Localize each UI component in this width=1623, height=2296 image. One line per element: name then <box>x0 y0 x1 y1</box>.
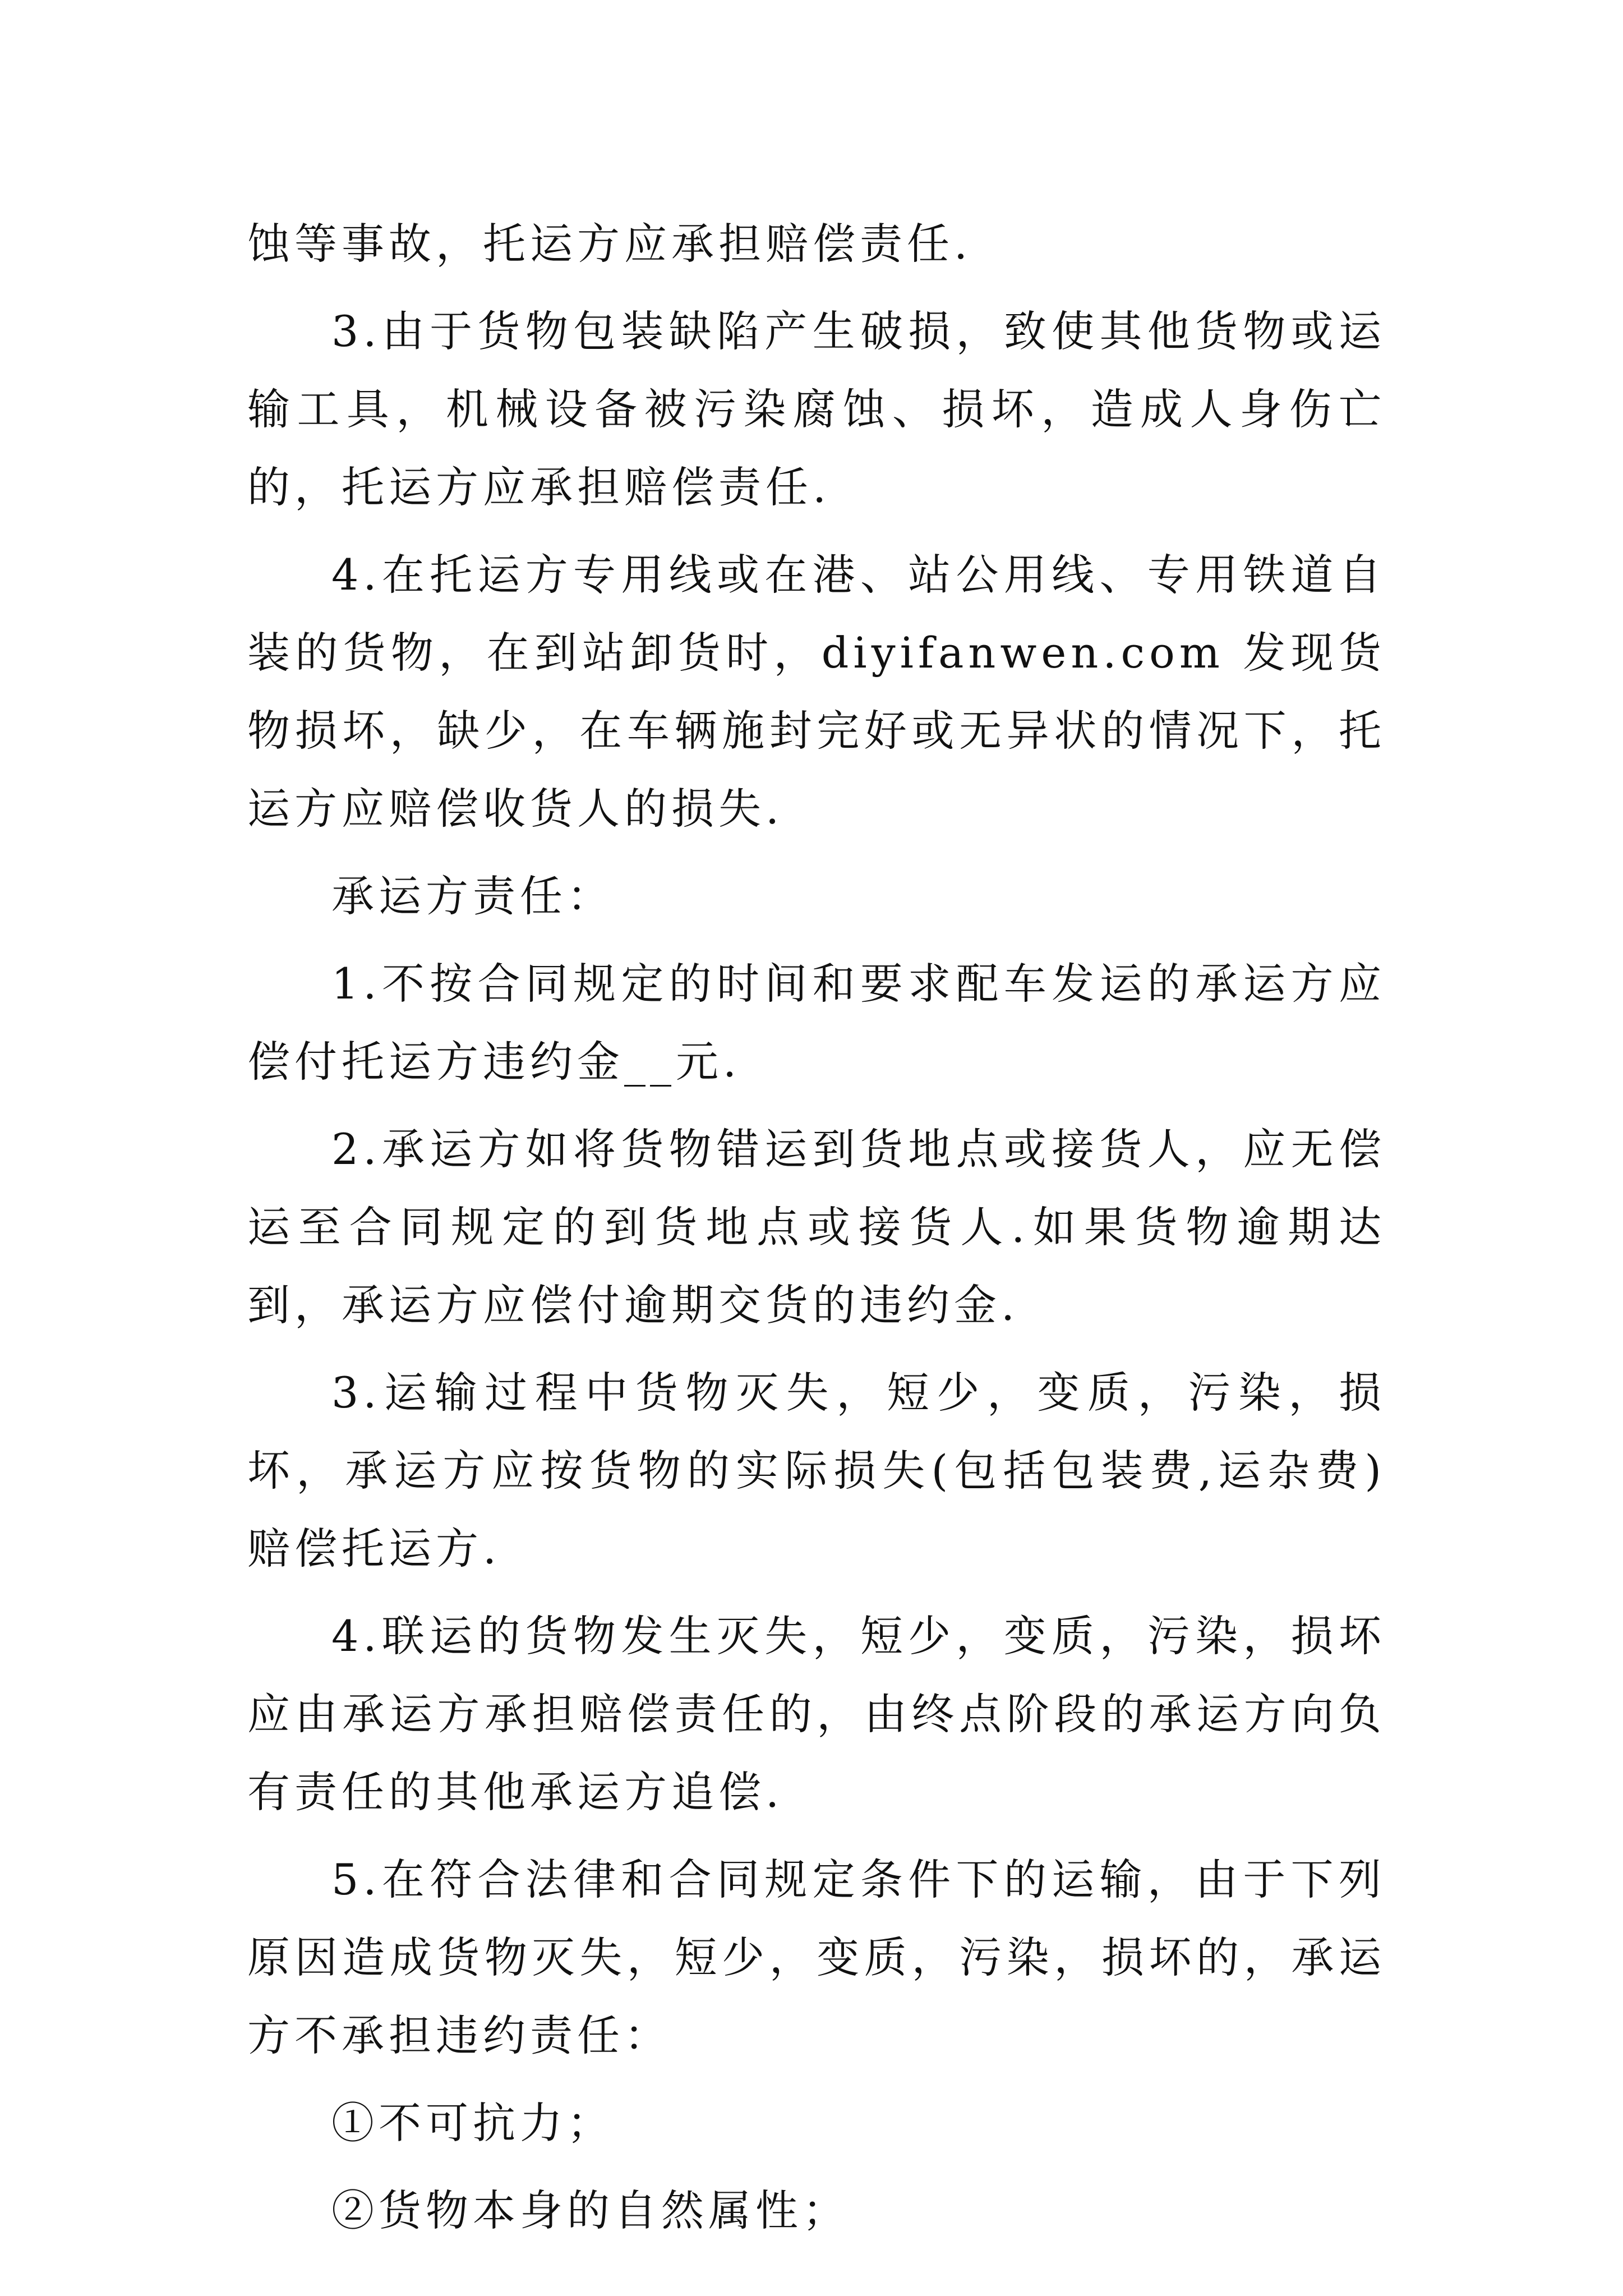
paragraph-carrier-item-2: 2.承运方如将货物错运到货地点或接货人，应无偿运至合同规定的到货地点或接货人.如果货物逾期达到，承运方应偿付逾期交货的违约金. <box>247 1124 1386 1330</box>
section-heading-carrier-responsibility: 承运方责任： <box>331 871 614 921</box>
document-body <box>247 205 1386 2259</box>
list-item-force-majeure: ①不可抗力； <box>331 2098 614 2148</box>
paragraph-continuation: 蚀等事故，托运方应承担赔偿责任. <box>247 219 972 269</box>
paragraph-carrier-item-1: 1.不按合同规定的时间和要求配车发运的承运方应偿付托运方违约金__元. <box>247 959 1386 1087</box>
paragraph-carrier-item-4: 4.联运的货物发生灭失，短少，变质，污染，损坏应由承运方承担赔偿责任的，由终点阶段的承运方向负有责任的其他承运方追偿. <box>247 1611 1386 1817</box>
paragraph-carrier-item-3: 3.运输过程中货物灭失，短少，变质，污染，损坏，承运方应按货物的实际损失(包括包装费,运杂费)赔偿托运方. <box>247 1368 1386 1573</box>
paragraph-carrier-item-5: 5.在符合法律和合同规定条件下的运输，由于下列原因造成货物灭失，短少，变质，污染，损坏的，承运方不承担违约责任： <box>247 1855 1386 2060</box>
paragraph-item-3: 3.由于货物包装缺陷产生破损，致使其他货物或运输工具，机械设备被污染腐蚀、损坏，造成人身伤亡的，托运方应承担赔偿责任. <box>247 306 1386 512</box>
list-item-natural-property: ②货物本身的自然属性； <box>331 2185 850 2235</box>
paragraph-item-4: 4.在托运方专用线或在港、站公用线、专用铁道自装的货物，在到站卸货时，diyifanwen.com 发现货物损坏，缺少，在车辆施封完好或无异状的情况下，托运方应赔偿收货人的损失. <box>247 550 1386 834</box>
